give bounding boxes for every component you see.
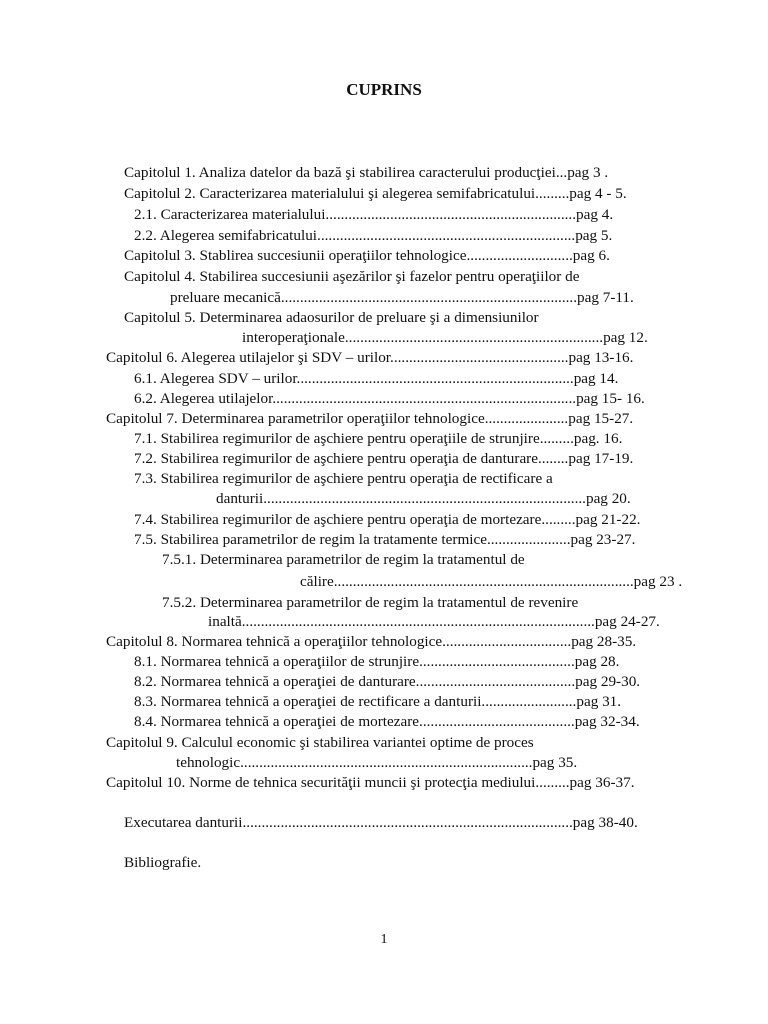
toc-entry-7-5-1: 7.5.1. Determinarea parametrilor de regim la tratamentul de (162, 551, 525, 568)
toc-entry-chapter-4-cont: preluare mecanică..............................................................................pag 7-11. (170, 289, 634, 306)
toc-entry-6-1: 6.1. Alegerea SDV – urilor.........................................................................pag 14. (134, 370, 619, 387)
toc-entry-6-2: 6.2. Alegerea utilajelor................................................................................pag 15- 16. (134, 390, 645, 407)
toc-entry-7-1: 7.1. Stabilirea regimurilor de aşchiere pentru operaţiile de strunjire.........pag. 16. (134, 430, 623, 447)
toc-entry-2-1: 2.1. Caracterizarea materialului..................................................................pag 4. (134, 206, 614, 223)
toc-entry-7-2: 7.2. Stabilirea regimurilor de aşchiere pentru operaţia de danturare........pag 17-19. (134, 450, 634, 467)
toc-entry-chapter-8: Capitolul 8. Normarea tehnică a operaţiilor tehnologice..................................pag 28-35. (106, 633, 637, 650)
toc-entry-chapter-2: Capitolul 2. Caracterizarea materialului şi alegerea semifabricatului.........pag 4 - 5. (124, 185, 627, 202)
toc-entry-7-5-2-cont: inaltă.............................................................................................pag 24-27. (208, 613, 660, 630)
page-title: CUPRINS (346, 80, 422, 99)
toc-entry-2-2: 2.2. Alegerea semifabricatului....................................................................pag 5. (134, 227, 613, 244)
toc-entry-chapter-7: Capitolul 7. Determinarea parametrilor operaţiilor tehnologice......................pag 15-27. (106, 410, 634, 427)
toc-entry-chapter-1: Capitolul 1. Analiza datelor da bază şi stabilirea caracterului producţiei...pag 3 . (124, 164, 609, 181)
toc-entry-chapter-9: Capitolul 9. Calculul economic şi stabilirea variantei optime de proces (106, 734, 534, 751)
toc-entry-7-3: 7.3. Stabilirea regimurilor de aşchiere pentru operaţia de rectificare a (134, 470, 553, 487)
toc-entry-chapter-9-cont: tehnologic.............................................................................pag 35. (176, 754, 578, 771)
toc-entry-7-5: 7.5. Stabilirea parametrilor de regim la tratamente termice......................pag 23-27. (134, 531, 636, 548)
page-number: 1 (380, 932, 388, 947)
toc-entry-8-1: 8.1. Normarea tehnică a operaţiilor de strunjire.........................................pag 28. (134, 653, 620, 670)
toc-entry-chapter-10: Capitolul 10. Norme de tehnica securităţii muncii şi protecţia mediului.........pag 36-37. (106, 774, 635, 791)
toc-entry-executarea-danturii: Executarea danturii.......................................................................................pag 38-40. (124, 814, 638, 831)
toc-entry-7-3-cont: danturii.....................................................................................pag 20. (216, 490, 631, 507)
toc-entry-8-4: 8.4. Normarea tehnică a operaţiei de mortezare.........................................pag 32-34. (134, 713, 640, 730)
toc-entry-chapter-5-cont: interoperaţionale....................................................................pag 12. (242, 329, 648, 346)
toc-entry-chapter-6: Capitolul 6. Alegerea utilajelor şi SDV – urilor...............................................pag 13-16. (106, 349, 634, 366)
toc-entry-chapter-5: Capitolul 5. Determinarea adaosurilor de preluare şi a dimensiunilor (124, 309, 539, 326)
toc-entry-8-3: 8.3. Normarea tehnică a operaţiei de rectificare a danturii.........................pag 31. (134, 693, 622, 710)
toc-entry-7-4: 7.4. Stabilirea regimurilor de aşchiere pentru operaţia de mortezare.........pag 21-22. (134, 511, 641, 528)
toc-entry-8-2: 8.2. Normarea tehnică a operaţiei de danturare..........................................pag 29-30. (134, 673, 641, 690)
toc-entry-7-5-1-cont: călire...............................................................................pag 23 . (300, 573, 683, 590)
toc-entry-chapter-3: Capitolul 3. Stablirea succesiunii operaţiilor tehnologice............................pag 6. (124, 247, 610, 264)
toc-entry-7-5-2: 7.5.2. Determinarea parametrilor de regim la tratamentul de revenire (162, 594, 579, 611)
toc-entry-chapter-4: Capitolul 4. Stabilirea succesiunii aşezărilor şi fazelor pentru operaţiilor de (124, 268, 580, 285)
toc-entry-bibliografie: Bibliografie. (124, 854, 202, 871)
